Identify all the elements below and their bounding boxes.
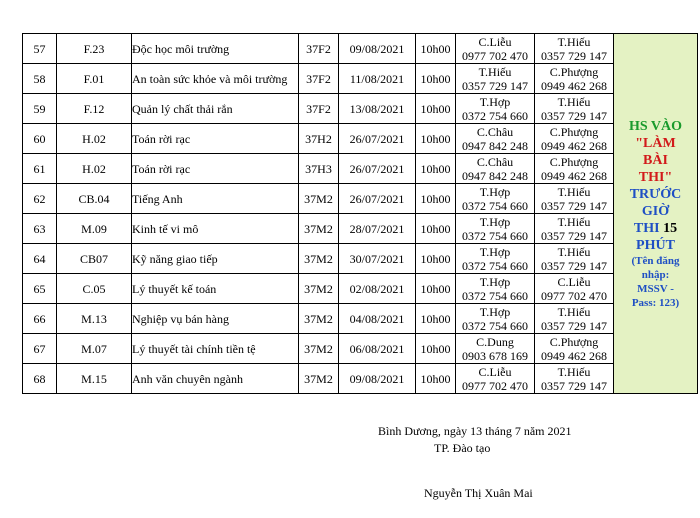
row-number: 65	[23, 274, 57, 304]
proctor-phone: 0357 729 147	[541, 108, 607, 123]
proctor-name: T.Hiếu	[478, 64, 512, 79]
note-line: GIỜ	[641, 203, 670, 219]
note-line: (Tên đăng	[631, 254, 680, 267]
subject-name: Lý thuyết kế toán	[132, 274, 299, 304]
subject-name: Lý thuyết tài chính tiền tệ	[132, 334, 299, 364]
proctor-name: C.Phượng	[549, 334, 599, 349]
table-row	[23, 154, 698, 184]
proctor-2	[535, 334, 614, 364]
exam-date: 30/07/2021	[339, 244, 416, 274]
proctor-2	[535, 214, 614, 244]
subject-name: An toàn sức khỏe và môi trường	[132, 64, 299, 94]
subject-name: Anh văn chuyên ngành	[132, 364, 299, 394]
row-number: 63	[23, 214, 57, 244]
proctor-phone: 0949 462 268	[541, 168, 607, 183]
proctor-2	[535, 94, 614, 124]
subject-code: F.12	[57, 94, 132, 124]
subject-name: Toán rời rạc	[132, 124, 299, 154]
subject-name: Quản lý chất thải rắn	[132, 94, 299, 124]
proctor-name: C.Liễu	[478, 364, 512, 379]
proctor-name: C.Dung	[476, 334, 514, 349]
proctor-2	[535, 274, 614, 304]
proctor-phone: 0372 754 660	[462, 228, 528, 243]
proctor-name: T.Hợp	[479, 94, 511, 109]
table-row	[23, 64, 698, 94]
proctor-phone: 0977 702 470	[462, 48, 528, 63]
exam-time: 10h00	[416, 334, 456, 364]
proctor-name: T.Hợp	[479, 274, 511, 289]
exam-date: 09/08/2021	[339, 364, 416, 394]
row-number: 62	[23, 184, 57, 214]
note-line: MSSV -	[637, 282, 674, 295]
table-row	[23, 244, 698, 274]
proctor-phone: 0372 754 660	[462, 198, 528, 213]
exam-date: 28/07/2021	[339, 214, 416, 244]
exam-date: 11/08/2021	[339, 64, 416, 94]
proctor-phone: 0357 729 147	[462, 78, 528, 93]
proctor-phone: 0947 842 248	[462, 138, 528, 153]
proctor-name: T.Hiếu	[557, 304, 591, 319]
proctor-2	[535, 154, 614, 184]
proctor-name: T.Hợp	[479, 214, 511, 229]
proctor-phone: 0372 754 660	[462, 318, 528, 333]
proctor-1	[456, 364, 535, 394]
note-line: nhập:	[641, 268, 670, 281]
class-code: 37F2	[299, 94, 339, 124]
subject-code: M.13	[57, 304, 132, 334]
place-date: Bình Dương, ngày 13 tháng 7 năm 2021	[378, 424, 572, 438]
proctor-name: T.Hiếu	[557, 34, 591, 49]
table-row	[23, 94, 698, 124]
row-number: 58	[23, 64, 57, 94]
proctor-1	[456, 94, 535, 124]
note-word: THI	[633, 220, 660, 236]
table-row	[23, 124, 698, 154]
row-number: 64	[23, 244, 57, 274]
subject-code: F.23	[57, 34, 132, 64]
exam-time: 10h00	[416, 304, 456, 334]
proctor-name: T.Hiếu	[557, 94, 591, 109]
exam-time: 10h00	[416, 184, 456, 214]
proctor-name: T.Hợp	[479, 244, 511, 259]
row-number: 66	[23, 304, 57, 334]
proctor-name: C.Phượng	[549, 124, 599, 139]
exam-date: 26/07/2021	[339, 154, 416, 184]
proctor-phone: 0357 729 147	[541, 378, 607, 393]
proctor-phone: 0372 754 660	[462, 288, 528, 303]
proctor-2	[535, 184, 614, 214]
proctor-name: C.Liễu	[557, 274, 591, 289]
subject-code: H.02	[57, 154, 132, 184]
exam-date: 13/08/2021	[339, 94, 416, 124]
proctor-1	[456, 34, 535, 64]
subject-code: CB07	[57, 244, 132, 274]
proctor-1	[456, 304, 535, 334]
signer-name: Nguyễn Thị Xuân Mai	[424, 486, 533, 500]
proctor-phone: 0949 462 268	[541, 138, 607, 153]
note-line: PHÚT	[636, 237, 675, 253]
exam-time: 10h00	[416, 214, 456, 244]
exam-time: 10h00	[416, 244, 456, 274]
class-code: 37F2	[299, 64, 339, 94]
proctor-phone: 0372 754 660	[462, 258, 528, 273]
exam-date: 04/08/2021	[339, 304, 416, 334]
proctor-name: C.Phượng	[549, 64, 599, 79]
proctor-1	[456, 124, 535, 154]
subject-name: Tiếng Anh	[132, 184, 299, 214]
class-code: 37M2	[299, 304, 339, 334]
row-number: 61	[23, 154, 57, 184]
proctor-1	[456, 334, 535, 364]
proctor-phone: 0949 462 268	[541, 78, 607, 93]
subject-code: C.05	[57, 274, 132, 304]
table-row	[23, 274, 698, 304]
proctor-1	[456, 274, 535, 304]
table-row	[23, 364, 698, 394]
exam-date: 02/08/2021	[339, 274, 416, 304]
note-line: TRƯỚC	[629, 186, 682, 202]
table-row	[23, 184, 698, 214]
row-number: 60	[23, 124, 57, 154]
table-row	[23, 334, 698, 364]
note-line: "LÀM	[635, 135, 676, 151]
proctor-2	[535, 364, 614, 394]
exam-date: 09/08/2021	[339, 34, 416, 64]
proctor-phone: 0977 702 470	[541, 288, 607, 303]
proctor-name: T.Hợp	[479, 184, 511, 199]
proctor-2	[535, 304, 614, 334]
proctor-name: T.Hiếu	[557, 214, 591, 229]
proctor-phone: 0372 754 660	[462, 108, 528, 123]
class-code: 37M2	[299, 334, 339, 364]
class-code: 37F2	[299, 34, 339, 64]
row-number: 67	[23, 334, 57, 364]
proctor-phone: 0947 842 248	[462, 168, 528, 183]
proctor-2	[535, 34, 614, 64]
proctor-name: T.Hiếu	[557, 184, 591, 199]
exam-time: 10h00	[416, 34, 456, 64]
proctor-2	[535, 244, 614, 274]
note-line: HS VÀO	[628, 118, 683, 134]
exam-schedule-table	[22, 33, 698, 394]
exam-time: 10h00	[416, 274, 456, 304]
proctor-name: T.Hiếu	[557, 244, 591, 259]
subject-name: Kinh tế vi mô	[132, 214, 299, 244]
subject-name: Độc học môi trường	[132, 34, 299, 64]
subject-code: M.09	[57, 214, 132, 244]
proctor-name: C.Phượng	[549, 154, 599, 169]
exam-date: 26/07/2021	[339, 124, 416, 154]
table-row	[23, 214, 698, 244]
subject-code: CB.04	[57, 184, 132, 214]
proctor-phone: 0357 729 147	[541, 198, 607, 213]
exam-time: 10h00	[416, 124, 456, 154]
proctor-2	[535, 64, 614, 94]
table-row	[23, 34, 698, 64]
proctor-phone: 0357 729 147	[541, 318, 607, 333]
class-code: 37M2	[299, 214, 339, 244]
table-row	[23, 304, 698, 334]
class-code: 37H3	[299, 154, 339, 184]
proctor-1	[456, 244, 535, 274]
class-code: 37H2	[299, 124, 339, 154]
proctor-name: C.Châu	[476, 154, 514, 169]
row-number: 68	[23, 364, 57, 394]
class-code: 37M2	[299, 244, 339, 274]
class-code: 37M2	[299, 364, 339, 394]
proctor-name: T.Hiếu	[557, 364, 591, 379]
exam-time: 10h00	[416, 94, 456, 124]
proctor-1	[456, 184, 535, 214]
note-line: BÀI	[643, 152, 668, 168]
proctor-phone: 0357 729 147	[541, 258, 607, 273]
exam-time: 10h00	[416, 154, 456, 184]
row-number: 59	[23, 94, 57, 124]
exam-date: 26/07/2021	[339, 184, 416, 214]
proctor-phone: 0357 729 147	[541, 48, 607, 63]
subject-code: M.15	[57, 364, 132, 394]
proctor-phone: 0977 702 470	[462, 378, 528, 393]
row-number: 57	[23, 34, 57, 64]
subject-code: H.02	[57, 124, 132, 154]
subject-code: M.07	[57, 334, 132, 364]
office-name: TP. Đào tạo	[434, 441, 491, 455]
exam-time: 10h00	[416, 64, 456, 94]
proctor-name: T.Hợp	[479, 304, 511, 319]
exam-time: 10h00	[416, 364, 456, 394]
class-code: 37M2	[299, 274, 339, 304]
subject-name: Kỹ năng giao tiếp	[132, 244, 299, 274]
exam-note-cell	[614, 34, 698, 394]
subject-name: Toán rời rạc	[132, 154, 299, 184]
proctor-phone: 0949 462 268	[541, 348, 607, 363]
proctor-1	[456, 154, 535, 184]
note-line	[614, 220, 697, 237]
proctor-1	[456, 214, 535, 244]
subject-code: F.01	[57, 64, 132, 94]
note-word: 15	[663, 220, 678, 236]
proctor-name: C.Liễu	[478, 34, 512, 49]
note-line: Pass: 123)	[631, 296, 680, 309]
subject-name: Nghiệp vụ bán hàng	[132, 304, 299, 334]
proctor-2	[535, 124, 614, 154]
proctor-phone: 0357 729 147	[541, 228, 607, 243]
exam-date: 06/08/2021	[339, 334, 416, 364]
proctor-phone: 0903 678 169	[462, 348, 528, 363]
class-code: 37M2	[299, 184, 339, 214]
proctor-1	[456, 64, 535, 94]
note-line: THI"	[638, 169, 673, 185]
proctor-name: C.Châu	[476, 124, 514, 139]
